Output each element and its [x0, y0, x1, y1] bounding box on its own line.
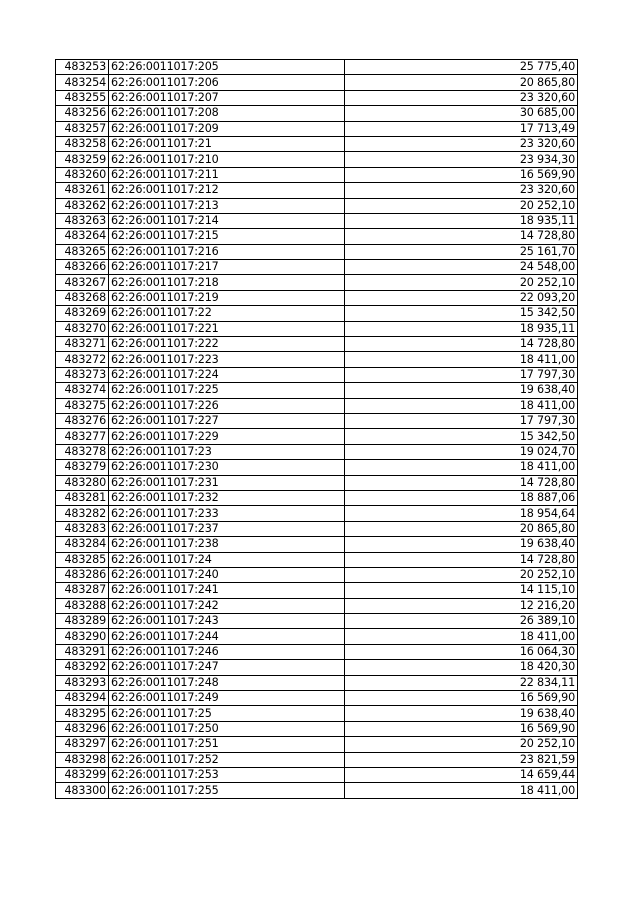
row-id-cell: 483268 [56, 290, 109, 305]
cadastral-number-cell: 62:26:0011017:213 [109, 198, 345, 213]
cadastral-value-cell: 19 024,70 [345, 444, 578, 459]
row-id-cell: 483253 [56, 60, 109, 75]
cadastral-value-cell: 14 728,80 [345, 475, 578, 490]
cadastral-value-cell: 20 252,10 [345, 275, 578, 290]
row-id-cell: 483289 [56, 614, 109, 629]
cadastral-number-cell: 62:26:0011017:244 [109, 629, 345, 644]
row-id-cell: 483299 [56, 767, 109, 782]
cadastral-number-cell: 62:26:0011017:250 [109, 721, 345, 736]
table-row [56, 660, 578, 675]
cadastral-value-cell: 20 865,80 [345, 75, 578, 90]
cadastral-value-cell: 18 887,06 [345, 490, 578, 505]
table-row [56, 90, 578, 105]
cadastral-value-cell: 12 216,20 [345, 598, 578, 613]
cadastral-value-cell: 23 320,60 [345, 90, 578, 105]
cadastral-number-cell: 62:26:0011017:227 [109, 413, 345, 428]
table-row [56, 644, 578, 659]
table-row [56, 244, 578, 259]
table-row [56, 783, 578, 798]
row-id-cell: 483298 [56, 752, 109, 767]
cadastral-value-cell: 18 954,64 [345, 506, 578, 521]
table-row [56, 367, 578, 382]
row-id-cell: 483283 [56, 521, 109, 536]
table-row [56, 260, 578, 275]
cadastral-value-cell: 20 252,10 [345, 737, 578, 752]
row-id-cell: 483281 [56, 490, 109, 505]
cadastral-number-cell: 62:26:0011017:232 [109, 490, 345, 505]
row-id-cell: 483277 [56, 429, 109, 444]
cadastral-value-cell: 18 935,11 [345, 321, 578, 336]
row-id-cell: 483287 [56, 583, 109, 598]
row-id-cell: 483293 [56, 675, 109, 690]
cadastral-number-cell: 62:26:0011017:243 [109, 614, 345, 629]
cadastral-number-cell: 62:26:0011017:238 [109, 537, 345, 552]
row-id-cell: 483291 [56, 644, 109, 659]
cadastral-number-cell: 62:26:0011017:212 [109, 183, 345, 198]
table-row [56, 583, 578, 598]
row-id-cell: 483276 [56, 413, 109, 428]
cadastral-value-cell: 17 797,30 [345, 413, 578, 428]
cadastral-value-cell: 25 775,40 [345, 60, 578, 75]
cadastral-value-cell: 14 659,44 [345, 767, 578, 782]
table-row [56, 567, 578, 582]
row-id-cell: 483256 [56, 106, 109, 121]
row-id-cell: 483270 [56, 321, 109, 336]
table-row [56, 506, 578, 521]
cadastral-number-cell: 62:26:0011017:246 [109, 644, 345, 659]
cadastral-value-cell: 14 115,10 [345, 583, 578, 598]
cadastral-number-cell: 62:26:0011017:214 [109, 213, 345, 228]
cadastral-number-cell: 62:26:0011017:242 [109, 598, 345, 613]
cadastral-number-cell: 62:26:0011017:22 [109, 306, 345, 321]
table-row [56, 691, 578, 706]
table-row [56, 352, 578, 367]
cadastral-number-cell: 62:26:0011017:221 [109, 321, 345, 336]
cadastral-value-cell: 25 161,70 [345, 244, 578, 259]
row-id-cell: 483260 [56, 167, 109, 182]
row-id-cell: 483273 [56, 367, 109, 382]
table-row [56, 444, 578, 459]
cadastral-number-cell: 62:26:0011017:24 [109, 552, 345, 567]
cadastral-value-cell: 14 728,80 [345, 229, 578, 244]
table-row [56, 598, 578, 613]
table-row [56, 337, 578, 352]
cadastral-value-cell: 23 934,30 [345, 152, 578, 167]
cadastral-value-cell: 17 713,49 [345, 121, 578, 136]
row-id-cell: 483258 [56, 136, 109, 151]
cadastral-number-cell: 62:26:0011017:208 [109, 106, 345, 121]
table-row [56, 198, 578, 213]
cadastral-number-cell: 62:26:0011017:219 [109, 290, 345, 305]
row-id-cell: 483280 [56, 475, 109, 490]
cadastral-number-cell: 62:26:0011017:209 [109, 121, 345, 136]
cadastral-number-cell: 62:26:0011017:222 [109, 337, 345, 352]
cadastral-number-cell: 62:26:0011017:217 [109, 260, 345, 275]
cadastral-number-cell: 62:26:0011017:215 [109, 229, 345, 244]
table-row [56, 106, 578, 121]
table-row [56, 275, 578, 290]
cadastral-value-cell: 19 638,40 [345, 706, 578, 721]
table-row [56, 152, 578, 167]
table-row [56, 767, 578, 782]
cadastral-value-cell: 20 865,80 [345, 521, 578, 536]
cadastral-number-cell: 62:26:0011017:21 [109, 136, 345, 151]
cadastral-number-cell: 62:26:0011017:210 [109, 152, 345, 167]
cadastral-value-cell: 19 638,40 [345, 383, 578, 398]
row-id-cell: 483263 [56, 213, 109, 228]
cadastral-value-cell: 26 389,10 [345, 614, 578, 629]
row-id-cell: 483294 [56, 691, 109, 706]
row-id-cell: 483282 [56, 506, 109, 521]
cadastral-number-cell: 62:26:0011017:248 [109, 675, 345, 690]
cadastral-value-cell: 16 569,90 [345, 167, 578, 182]
table-row [56, 537, 578, 552]
cadastral-value-cell: 14 728,80 [345, 337, 578, 352]
cadastral-value-cell: 20 252,10 [345, 198, 578, 213]
row-id-cell: 483262 [56, 198, 109, 213]
row-id-cell: 483257 [56, 121, 109, 136]
row-id-cell: 483279 [56, 460, 109, 475]
table-row [56, 136, 578, 151]
row-id-cell: 483272 [56, 352, 109, 367]
row-id-cell: 483275 [56, 398, 109, 413]
row-id-cell: 483284 [56, 537, 109, 552]
cadastral-value-cell: 18 935,11 [345, 213, 578, 228]
cadastral-number-cell: 62:26:0011017:255 [109, 783, 345, 798]
row-id-cell: 483264 [56, 229, 109, 244]
row-id-cell: 483261 [56, 183, 109, 198]
cadastral-value-cell: 15 342,50 [345, 429, 578, 444]
cadastral-value-cell: 17 797,30 [345, 367, 578, 382]
cadastral-value-cell: 18 411,00 [345, 398, 578, 413]
row-id-cell: 483269 [56, 306, 109, 321]
table-row [56, 183, 578, 198]
cadastral-value-cell: 30 685,00 [345, 106, 578, 121]
row-id-cell: 483292 [56, 660, 109, 675]
cadastral-number-cell: 62:26:0011017:231 [109, 475, 345, 490]
row-id-cell: 483266 [56, 260, 109, 275]
cadastral-number-cell: 62:26:0011017:237 [109, 521, 345, 536]
cadastral-number-cell: 62:26:0011017:240 [109, 567, 345, 582]
table-row [56, 521, 578, 536]
table-row [56, 167, 578, 182]
cadastral-number-cell: 62:26:0011017:252 [109, 752, 345, 767]
cadastral-number-cell: 62:26:0011017:226 [109, 398, 345, 413]
cadastral-number-cell: 62:26:0011017:23 [109, 444, 345, 459]
row-id-cell: 483265 [56, 244, 109, 259]
cadastral-number-cell: 62:26:0011017:223 [109, 352, 345, 367]
cadastral-value-cell: 24 548,00 [345, 260, 578, 275]
cadastral-value-cell: 16 569,90 [345, 691, 578, 706]
cadastral-number-cell: 62:26:0011017:249 [109, 691, 345, 706]
cadastral-value-cell: 23 320,60 [345, 136, 578, 151]
cadastral-value-cell: 22 834,11 [345, 675, 578, 690]
table-body [56, 60, 578, 799]
table-row [56, 752, 578, 767]
cadastral-value-cell: 23 320,60 [345, 183, 578, 198]
row-id-cell: 483286 [56, 567, 109, 582]
table-row [56, 290, 578, 305]
cadastral-value-cell: 19 638,40 [345, 537, 578, 552]
cadastral-number-cell: 62:26:0011017:206 [109, 75, 345, 90]
row-id-cell: 483285 [56, 552, 109, 567]
cadastral-value-cell: 18 420,30 [345, 660, 578, 675]
cadastral-number-cell: 62:26:0011017:230 [109, 460, 345, 475]
table-row [56, 460, 578, 475]
cadastral-number-cell: 62:26:0011017:229 [109, 429, 345, 444]
cadastral-number-cell: 62:26:0011017:25 [109, 706, 345, 721]
row-id-cell: 483295 [56, 706, 109, 721]
cadastral-number-cell: 62:26:0011017:233 [109, 506, 345, 521]
cadastral-number-cell: 62:26:0011017:207 [109, 90, 345, 105]
row-id-cell: 483290 [56, 629, 109, 644]
table-row [56, 229, 578, 244]
cadastral-number-cell: 62:26:0011017:224 [109, 367, 345, 382]
table-row [56, 475, 578, 490]
table-row [56, 552, 578, 567]
table-row [56, 60, 578, 75]
cadastral-number-cell: 62:26:0011017:218 [109, 275, 345, 290]
row-id-cell: 483274 [56, 383, 109, 398]
table-row [56, 737, 578, 752]
row-id-cell: 483288 [56, 598, 109, 613]
row-id-cell: 483296 [56, 721, 109, 736]
table-row [56, 429, 578, 444]
table-row [56, 321, 578, 336]
table-row [56, 413, 578, 428]
row-id-cell: 483255 [56, 90, 109, 105]
cadastral-value-cell: 16 064,30 [345, 644, 578, 659]
table-row [56, 629, 578, 644]
cadastral-value-cell: 16 569,90 [345, 721, 578, 736]
cadastral-number-cell: 62:26:0011017:211 [109, 167, 345, 182]
cadastral-number-cell: 62:26:0011017:225 [109, 383, 345, 398]
row-id-cell: 483259 [56, 152, 109, 167]
cadastral-value-cell: 23 821,59 [345, 752, 578, 767]
cadastral-number-cell: 62:26:0011017:205 [109, 60, 345, 75]
table-row [56, 398, 578, 413]
cadastral-number-cell: 62:26:0011017:253 [109, 767, 345, 782]
cadastral-value-cell: 18 411,00 [345, 629, 578, 644]
table-row [56, 75, 578, 90]
row-id-cell: 483271 [56, 337, 109, 352]
cadastral-number-cell: 62:26:0011017:216 [109, 244, 345, 259]
cadastral-value-cell: 18 411,00 [345, 352, 578, 367]
table-row [56, 490, 578, 505]
cadastral-value-cell: 14 728,80 [345, 552, 578, 567]
row-id-cell: 483300 [56, 783, 109, 798]
row-id-cell: 483278 [56, 444, 109, 459]
table-row [56, 213, 578, 228]
cadastral-number-cell: 62:26:0011017:241 [109, 583, 345, 598]
cadastral-value-cell: 22 093,20 [345, 290, 578, 305]
table-row [56, 706, 578, 721]
table-row [56, 121, 578, 136]
table-row [56, 614, 578, 629]
cadastral-number-cell: 62:26:0011017:247 [109, 660, 345, 675]
cadastral-value-cell: 20 252,10 [345, 567, 578, 582]
table-row [56, 675, 578, 690]
cadastral-value-table [55, 59, 578, 799]
row-id-cell: 483267 [56, 275, 109, 290]
table-row [56, 721, 578, 736]
row-id-cell: 483254 [56, 75, 109, 90]
table-row [56, 306, 578, 321]
cadastral-value-cell: 15 342,50 [345, 306, 578, 321]
row-id-cell: 483297 [56, 737, 109, 752]
cadastral-value-cell: 18 411,00 [345, 783, 578, 798]
cadastral-number-cell: 62:26:0011017:251 [109, 737, 345, 752]
cadastral-value-cell: 18 411,00 [345, 460, 578, 475]
table-row [56, 383, 578, 398]
